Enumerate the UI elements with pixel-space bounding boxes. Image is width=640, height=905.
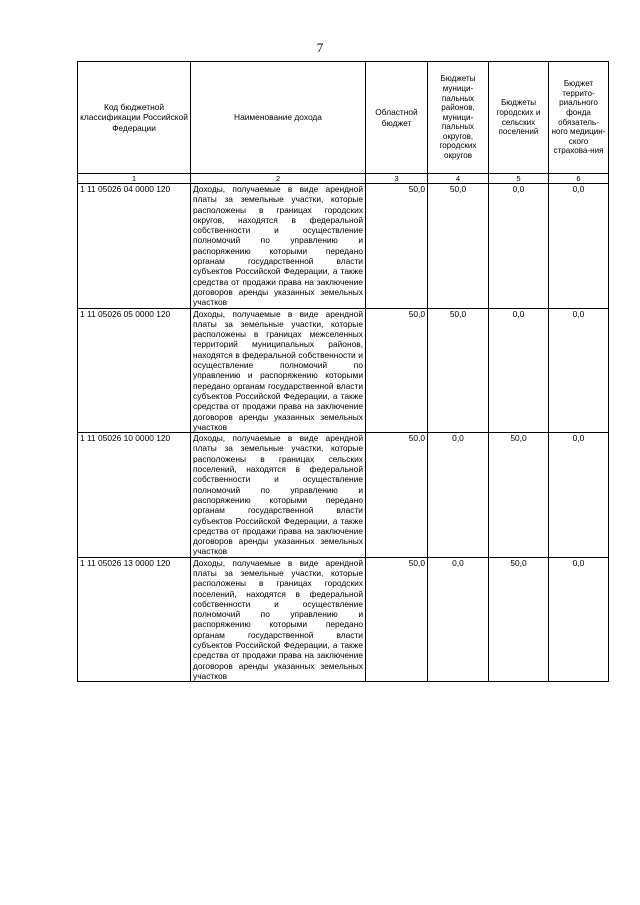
- row-code: 1 11 05026 13 0000 120: [78, 557, 191, 682]
- table-row: [78, 433, 609, 558]
- header-regional-budget: Областной бюджет: [366, 62, 428, 174]
- row-regional-value: 50,0: [366, 433, 428, 558]
- header-code: Код бюджетной классификации Российской Федерации: [78, 62, 191, 174]
- row-fund-value: 0,0: [549, 557, 609, 682]
- header-municipal-budgets: Бюджеты муници-пальных районов, муници-пальных округов, городских округов: [428, 62, 489, 174]
- row-revenue-name: Доходы, получаемые в виде арендной платы за земельные участки, которые расположены в границах сельских поселений, находятся в федеральной собственности и осуществление полномочий по управлению и распоряжению которыми передано органам государственной власти субъектов Российской Федерации, а также средства от продажи права на заключение договоров аренды указанных земельных участков: [191, 433, 366, 558]
- column-number: 1: [78, 174, 191, 184]
- row-code: 1 11 05026 10 0000 120: [78, 433, 191, 558]
- row-regional-value: 50,0: [366, 184, 428, 309]
- column-number: 6: [549, 174, 609, 184]
- table-row: [78, 184, 609, 309]
- column-number: 3: [366, 174, 428, 184]
- row-regional-value: 50,0: [366, 308, 428, 433]
- row-revenue-name: Доходы, получаемые в виде арендной платы за земельные участки, которые расположены в границах городских поселений, находятся в федеральной собственности и осуществление полномочий по управлению и распоряжению которыми передано органам государственной власти субъектов Российской Федерации, а также средства от продажи права на заключение договоров аренды указанных земельных участков: [191, 557, 366, 682]
- table-header-row: [78, 62, 609, 174]
- column-number-row: [78, 174, 609, 184]
- column-number: 4: [428, 174, 489, 184]
- header-revenue-name: Наименование дохода: [191, 62, 366, 174]
- row-settlement-value: 50,0: [489, 433, 549, 558]
- budget-revenue-table: [77, 61, 609, 682]
- row-code: 1 11 05026 05 0000 120: [78, 308, 191, 433]
- row-code: 1 11 05026 04 0000 120: [78, 184, 191, 309]
- row-settlement-value: 50,0: [489, 557, 549, 682]
- row-fund-value: 0,0: [549, 184, 609, 309]
- header-insurance-fund-budget: Бюджет террито-риального фонда обязатель-ного медицин-ского страхова-ния: [549, 62, 609, 174]
- row-settlement-value: 0,0: [489, 308, 549, 433]
- row-municipal-value: 0,0: [428, 557, 489, 682]
- row-fund-value: 0,0: [549, 433, 609, 558]
- row-settlement-value: 0,0: [489, 184, 549, 309]
- page-number: 7: [316, 40, 324, 55]
- row-municipal-value: 50,0: [428, 184, 489, 309]
- header-settlement-budgets: Бюджеты городских и сельских поселений: [489, 62, 549, 174]
- row-regional-value: 50,0: [366, 557, 428, 682]
- table-row: [78, 308, 609, 433]
- table-row: [78, 557, 609, 682]
- row-municipal-value: 50,0: [428, 308, 489, 433]
- row-revenue-name: Доходы, получаемые в виде арендной платы за земельные участки, которые расположены в границах межселенных территорий муниципальных районов, находятся в федеральной собственности и осуществление полномочий по управлению и распоряжению которыми передано органам государственной власти субъектов Российской Федерации, а также средства от продажи права на заключение договоров аренды указанных земельных участков: [191, 308, 366, 433]
- column-number: 5: [489, 174, 549, 184]
- row-revenue-name: Доходы, получаемые в виде арендной платы за земельные участки, которые расположены в границах городских округов, находятся в федеральной собственности и осуществление полномочий по управлению и распоряжению которыми передано органам государственной власти субъектов Российской Федерации, а также средства от продажи права на заключение договоров аренды указанных земельных участков: [191, 184, 366, 309]
- column-number: 2: [191, 174, 366, 184]
- row-municipal-value: 0,0: [428, 433, 489, 558]
- row-fund-value: 0,0: [549, 308, 609, 433]
